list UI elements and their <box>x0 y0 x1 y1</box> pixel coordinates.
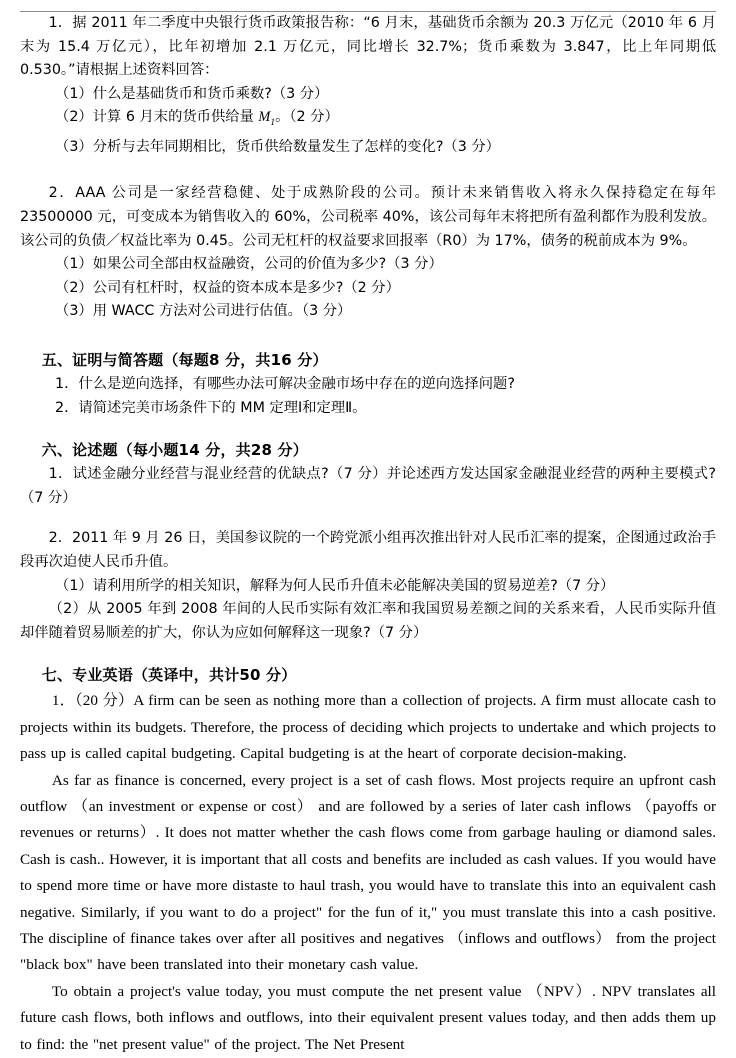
question-1-sub-2 <box>20 106 716 135</box>
section-6-item-2-sub-1: （1）请利用所学的相关知识，解释为何人民币升值未必能解决美国的贸易逆差?（7 分） <box>55 577 615 594</box>
section-5-heading: 五、证明与简答题（每题8 分，共16 分） <box>41 350 328 369</box>
section-7-paragraph-3: To obtain a project's value today, you must compute the net present value （NPV）. NPV translates all future cash flows, both inflows and outflows, into their equivalent present values today, and then adds them up to find: the "net present value" of the project. The Net Present <box>20 982 716 1053</box>
question-1-sub-3: （3）分析与去年同期相比，货币供给数量发生了怎样的变化?（3 分） <box>55 138 500 155</box>
section-5-item-1: 1．什么是逆向选择，有哪些办法可解决金融市场中存在的逆向选择问题? <box>55 375 515 392</box>
section-5-item-2: 2．请简述完美市场条件下的 MM 定理Ⅰ和定理Ⅱ。 <box>55 399 367 416</box>
spacer <box>20 324 716 347</box>
spacer <box>20 420 716 437</box>
section-6-item-1: 1．试述金融分业经营与混业经营的优缺点?（7 分）并论述西方发达国家金融混业经营的两种主要模式?（7 分） <box>20 466 716 506</box>
spacer <box>20 645 716 662</box>
question-1-sub-2-post: 。（2 分） <box>275 109 339 126</box>
question-1-body: 1．据 2011 年二季度中央银行货币政策报告称：“6 月末，基础货币余额为 20.3 万亿元（2010 年 6 月末为 15.4 万亿元），比年初增加 2.1 万亿元，同比增长 32.7%；货币乘数为 3.847，比上年同期低 0.530。”请根据上述资料回答： <box>20 15 716 79</box>
section-7-paragraph-1: 1．（20 分）A firm can be seen as nothing more than a collection of projects. A firm must allocate cash to projects within its budgets. Therefore, the process of deciding which projects to undertake and which projects to pass up is called capital budgeting. Capital budgeting is at the heart of corporate decision-making. <box>20 692 716 763</box>
section-6-item-2-sub-2: （2）从 2005 年到 2008 年间的人民币实际有效汇率和我国贸易差额之间的关系来看，人民币实际升值却伴随着贸易顺差的扩大，你认为应如何解释这一现象?（7 分） <box>20 601 716 641</box>
question-1-sub-2-pre: （2）计算 6 月末的货币供给量 <box>55 109 259 126</box>
money-supply-symbol: $M_1$ <box>258 109 276 129</box>
question-2-sub-2: （2）公司有杠杆时，权益的资本成本是多少?（2 分） <box>55 279 400 296</box>
exam-page <box>0 11 736 1053</box>
question-2-body: 2．AAA 公司是一家经营稳健、处于成熟阶段的公司。预计未来销售收入将永久保持稳定在每年 23500000 元，可变成本为销售收入的 60%，公司税率 40%，该公司每年末将把所有盈利都作为股利发放。该公司的负债／权益比率为 0.45。公司无杠杆的权益要求回报率（R0）为 17%，债务的税前成本为 9%。 <box>20 185 716 249</box>
spacer <box>20 510 716 527</box>
section-7-paragraph-2: As far as finance is concerned, every project is a set of cash flows. Most projects require an upfront cash outflow （an investment or expense or cost） and are followed by a series of later cash inflows （payoffs or revenues or returns）. It does not matter whether the cash flows come from garbage hauling or diamond sales. Cash is cash.. However, it is important that all costs and benefits are included as cash values. If you would have to spend more time or have more distaste to haul trash, you would have to translate this into an equivalent cash negative. Similarly, if you want to do a project" for the fun of it," you must translate this into a cash positive. The discipline of finance takes over after all positives and negatives （inflows and outflows） from the project "black box" have been translated into their monetary cash value. <box>20 771 716 974</box>
question-2-sub-3: （3）用 WACC 方法对公司进行估值。（3 分） <box>55 303 352 320</box>
spacer <box>20 159 716 182</box>
question-2-sub-1: （1）如果公司全部由权益融资，公司的价值为多少?（3 分） <box>55 256 443 273</box>
section-6-item-2-body: 2．2011 年 9 月 26 日，美国参议院的一个跨党派小组再次推出针对人民币汇率的提案，企图通过政治手段再次迫使人民币升值。 <box>20 530 716 570</box>
section-7-heading: 七、专业英语（英译中，共计50 分） <box>41 666 297 685</box>
question-1-sub-1: （1）什么是基础货币和货币乘数?（3 分） <box>55 85 329 102</box>
section-6-heading: 六、论述题（每小题14 分，共28 分） <box>41 441 308 460</box>
